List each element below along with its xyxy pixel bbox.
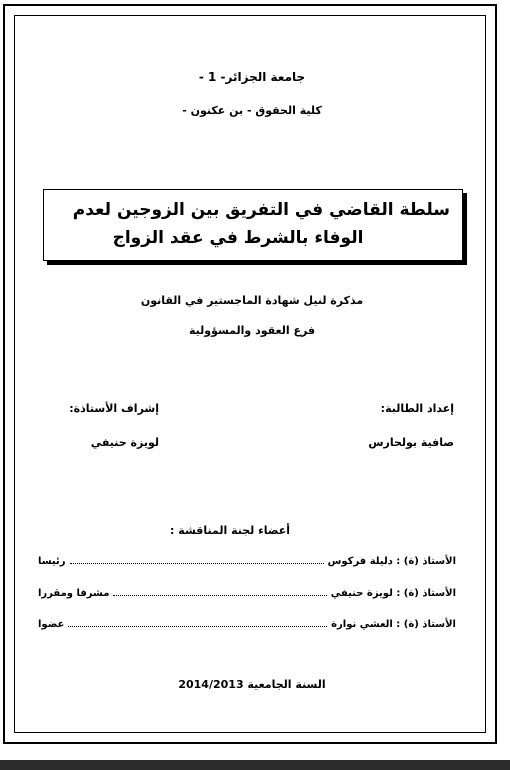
dotted-leader (70, 563, 324, 564)
student-heading: إعداد الطالبة: (380, 402, 454, 415)
dotted-leader (68, 626, 327, 627)
committee-member-label: الأستاذ (ة) : لويزة حنيفي (330, 588, 456, 599)
faculty-name: كلية الحقوق - بن عكنون - (182, 104, 322, 117)
committee-member-role: رئيسا (38, 556, 66, 567)
academic-year: السنة الجامعية 2014/2013 (178, 678, 326, 691)
committee-member-role: مشرفا ومقررا (38, 588, 110, 599)
committee-member-label: الأستاذ (ة) : العشي نوارة (331, 619, 456, 630)
university-name: جامعة الجزائر- 1 - (198, 70, 306, 84)
thesis-title-line-2: الوفاء بالشرط في عقد الزواج (112, 228, 364, 248)
committee-member-row (38, 614, 456, 630)
dotted-leader (113, 595, 326, 596)
supervisor-heading: إشراف الأستاذة: (69, 402, 159, 415)
thesis-title-box (43, 189, 463, 261)
page-bottom-bar (0, 760, 510, 770)
committee-member-row (38, 551, 456, 567)
thesis-title-line-1: سلطة القاضي في التفريق بين الزوجين لعدم (72, 200, 450, 220)
student-name: صافية بولحارس (368, 436, 454, 449)
branch-statement: فرع العقود والمسؤولية (188, 324, 316, 337)
committee-member-row (38, 583, 456, 599)
committee-member-label: الأستاذ (ة) : دليلة فركوس (327, 556, 456, 567)
committee-member-role: عضوا (38, 619, 65, 630)
page-border (3, 4, 497, 744)
committee-heading: أعضاء لجنة المناقشة : (170, 524, 290, 537)
degree-statement: مذكرة لنيل شهادة الماجستير في القانون (140, 294, 364, 307)
supervisor-name: لويزة حنيفي (90, 436, 159, 449)
